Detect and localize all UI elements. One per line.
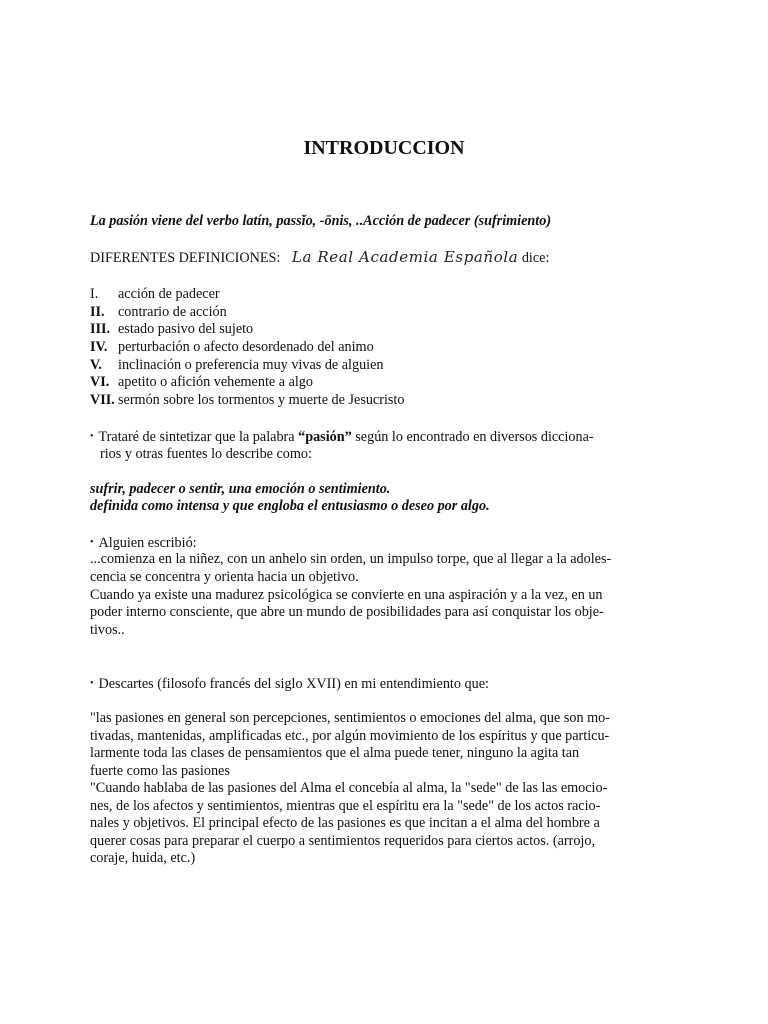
definitions-suffix: dice:: [518, 250, 550, 266]
descartes-line: nales y objetivos. El principal efecto de las pasiones es que incitan a el alma del hombre a: [90, 815, 600, 831]
etymology-line: La pasión viene del verbo latín, passĭo, -ōnis, ..Acción de padecer (sufrimiento): [90, 213, 552, 229]
definitions-label: DIFERENTES DEFINICIONES:: [90, 250, 281, 266]
summary-line: definida como intensa y que engloba el entusiasmo o deseo por algo.: [90, 498, 490, 514]
list-item-text: apetito o afición vehemente a algo: [118, 374, 313, 390]
bullet-icon: •: [90, 537, 94, 548]
descartes-line: tivadas, mantenidas, amplificadas etc., por algún movimiento de los espíritus y que particu-: [90, 728, 610, 744]
descartes-line: fuerte como las pasiones: [90, 763, 230, 779]
descartes-line: coraje, huida, etc.): [90, 850, 196, 866]
synthesis-after: según lo encontrado en diversos dicciona-: [351, 429, 594, 445]
list-item: [90, 339, 374, 357]
synthesis-paragraph: [90, 428, 594, 447]
list-item: [90, 304, 227, 322]
list-item-number: VI.: [90, 374, 110, 390]
descartes-heading-text: Descartes (filosofo francés del siglo XVII) en mi entendimiento que:: [98, 676, 489, 692]
synthesis-before: Trataré de sintetizar que la palabra: [98, 429, 299, 445]
list-item: [90, 286, 220, 304]
descartes-line: "Cuando hablaba de las pasiones del Alma el concebía al alma, la "sede" de las las emocio-: [90, 780, 608, 796]
descartes-line: "las pasiones en general son percepciones, sentimientos o emociones del alma, que son mo-: [90, 710, 610, 726]
someone-line: ...comienza en la niñez, con un anhelo sin orden, un impulso torpe, que al llegar a la adoles-: [90, 551, 612, 567]
list-item-number: V.: [90, 357, 102, 373]
someone-line: Cuando ya existe una madurez psicológica se convierte en una aspiración y a la vez, en un: [90, 587, 603, 603]
someone-heading-text: Alguien escribió:: [98, 535, 197, 551]
list-item-text: perturbación o afecto desordenado del animo: [118, 339, 374, 355]
list-item: [90, 357, 384, 375]
list-item-number: IV.: [90, 339, 108, 355]
synthesis-keyword: “pasión”: [298, 429, 352, 445]
someone-line: poder interno consciente, que abre un mundo de posibilidades para así conquistar los obje-: [90, 604, 604, 620]
someone-heading: [90, 534, 197, 553]
list-item: [90, 321, 253, 339]
list-item-text: estado pasivo del sujeto: [118, 321, 254, 337]
someone-line: cencia se concentra y orienta hacia un objetivo.: [90, 569, 359, 585]
descartes-line: nes, de los afectos y sentimientos, mientras que el espíritu era la "sede" de los actos racio-: [90, 798, 601, 814]
someone-line: tivos..: [90, 622, 125, 638]
list-item-text: inclinación o preferencia muy vivas de alguien: [118, 357, 384, 373]
synthesis-line-2: rios y otras fuentes lo describe como:: [100, 446, 312, 462]
list-item-number: I.: [90, 286, 99, 302]
list-item-number: III.: [90, 321, 111, 337]
list-item: [90, 392, 404, 410]
descartes-heading: [90, 675, 489, 694]
definitions-intro: [90, 249, 549, 268]
bullet-icon: •: [90, 431, 94, 442]
list-item-text: acción de padecer: [118, 286, 220, 302]
bullet-icon: •: [90, 678, 94, 689]
list-item-text: sermón sobre los tormentos y muerte de Jesucristo: [118, 392, 405, 408]
page-title: INTRODUCCION: [303, 137, 465, 159]
summary-line: sufrir, padecer o sentir, una emoción o sentimiento.: [90, 481, 391, 497]
list-item: [90, 374, 313, 392]
list-item-number: II.: [90, 304, 105, 320]
list-item-text: contrario de acción: [118, 304, 227, 320]
descartes-line: larmente toda las clases de pensamientos que el alma puede tener, ninguno la agita tan: [90, 745, 580, 761]
definitions-source: La Real Academia Española: [291, 248, 519, 266]
descartes-line: querer cosas para preparar el cuerpo a sentimientos requeridos para ciertos actos. (arrojo,: [90, 833, 596, 849]
list-item-number: VII.: [90, 392, 115, 408]
